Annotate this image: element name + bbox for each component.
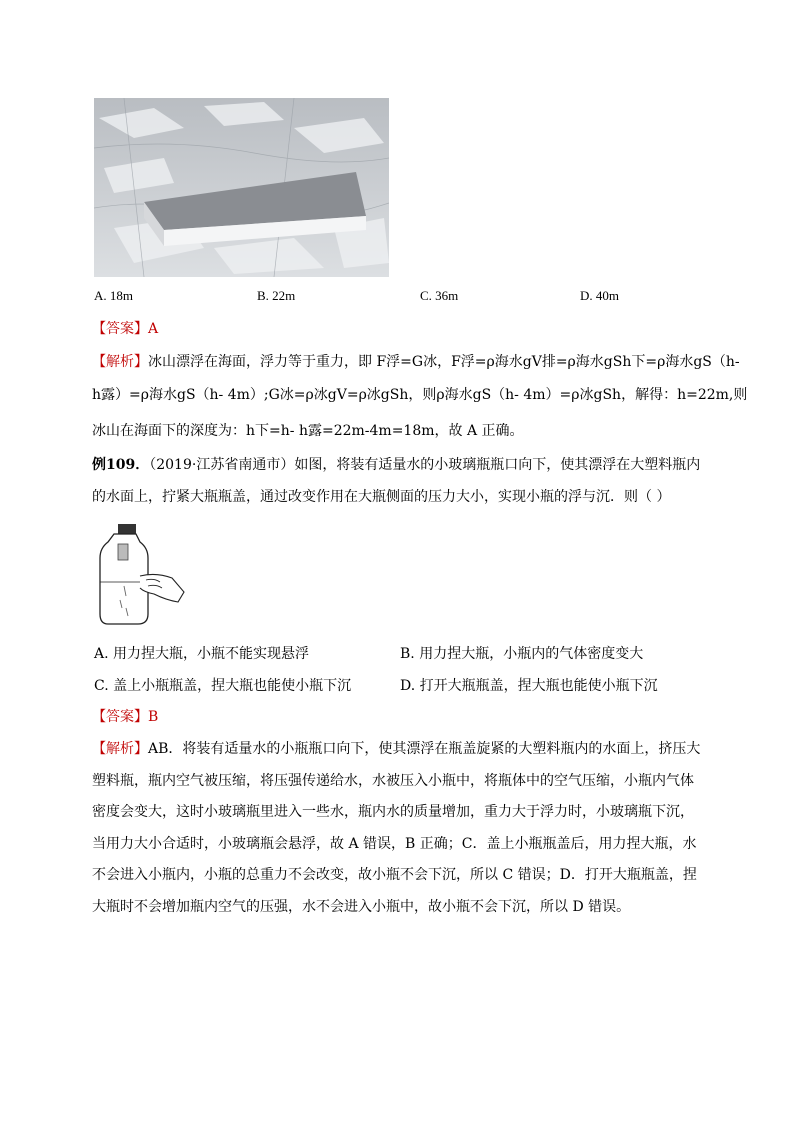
analysis-label: 【解析】 — [92, 354, 148, 370]
q2-analysis — [92, 734, 702, 923]
answer-label: 【答案】A — [92, 321, 159, 337]
q2-analysis-label: 【解析】 — [92, 741, 148, 757]
question-stem-line-1 — [92, 455, 700, 475]
analysis-text: 冰山漂浮在海面，浮力等于重力，即 F浮=G冰，F浮=ρ海水gV排=ρ海水gSh下=ρ海水gS（h- — [148, 354, 740, 370]
q2-choice-d: D. 打开大瓶瓶盖，捏大瓶也能使小瓶下沉 — [400, 678, 658, 694]
analysis-line-2: h露）=ρ海水gS（h- 4m）;G冰=ρ冰gV=ρ冰gSh，则ρ海水gS（h- 4m）=ρ冰gSh，解得：h=22m,则 — [92, 387, 748, 403]
analysis-line-3: 冰山在海面下的深度为：h下=h- h露=22m-4m=18m，故 A 正确。 — [92, 423, 524, 439]
iceberg-photo — [94, 98, 389, 277]
question-stem-text: （2019·江苏省南通市）如图，将装有适量水的小玻璃瓶瓶口向下，使其漂浮在大塑料瓶内 — [149, 457, 701, 473]
q2-answer-label: 【答案】B — [92, 709, 159, 725]
q2-choice-b: B. 用力捏大瓶，小瓶内的气体密度变大 — [400, 646, 644, 662]
q2-choice-c: C. 盖上小瓶瓶盖，捏大瓶也能使小瓶下沉 — [94, 678, 352, 694]
choice-a: A. 18m — [94, 288, 133, 303]
question-label: 例109． — [92, 457, 150, 473]
q2-analysis-text: AB．将装有适量水的小瓶瓶口向下，使其漂浮在瓶盖旋紧的大塑料瓶内的水面上，挤压大塑料瓶，瓶内空气被压缩，将压强传递给水，水被压入小瓶中，将瓶体中的空气压缩，小瓶内气体密度会变大，这时小玻璃瓶里进入一些水，瓶内水的质量增加，重力大于浮力时，小玻璃瓶下沉，当用力大小合适时，小玻璃瓶会悬浮，故 A 错误，B 正确；C．盖上小瓶瓶盖后，用力捏大瓶，水不会进入小瓶内，小瓶的总重力不会改变，故小瓶不会下沉，所以 C 错误；D．打开大瓶瓶盖，捏大瓶时不会增加瓶内空气的压强，水不会进入小瓶中，故小瓶不会下沉，所以 D 错误。 — [92, 741, 701, 915]
choice-d: D. 40m — [580, 288, 619, 303]
bottle-figure — [96, 522, 188, 628]
analysis-line-1 — [92, 352, 740, 372]
question-stem-line-2: 的水面上，拧紧大瓶瓶盖，通过改变作用在大瓶侧面的压力大小，实现小瓶的浮与沉．则（ ） — [92, 489, 671, 505]
q2-choice-a: A. 用力捏大瓶，小瓶不能实现悬浮 — [94, 646, 310, 662]
choice-b: B. 22m — [257, 288, 296, 303]
choice-c: C. 36m — [420, 288, 459, 303]
